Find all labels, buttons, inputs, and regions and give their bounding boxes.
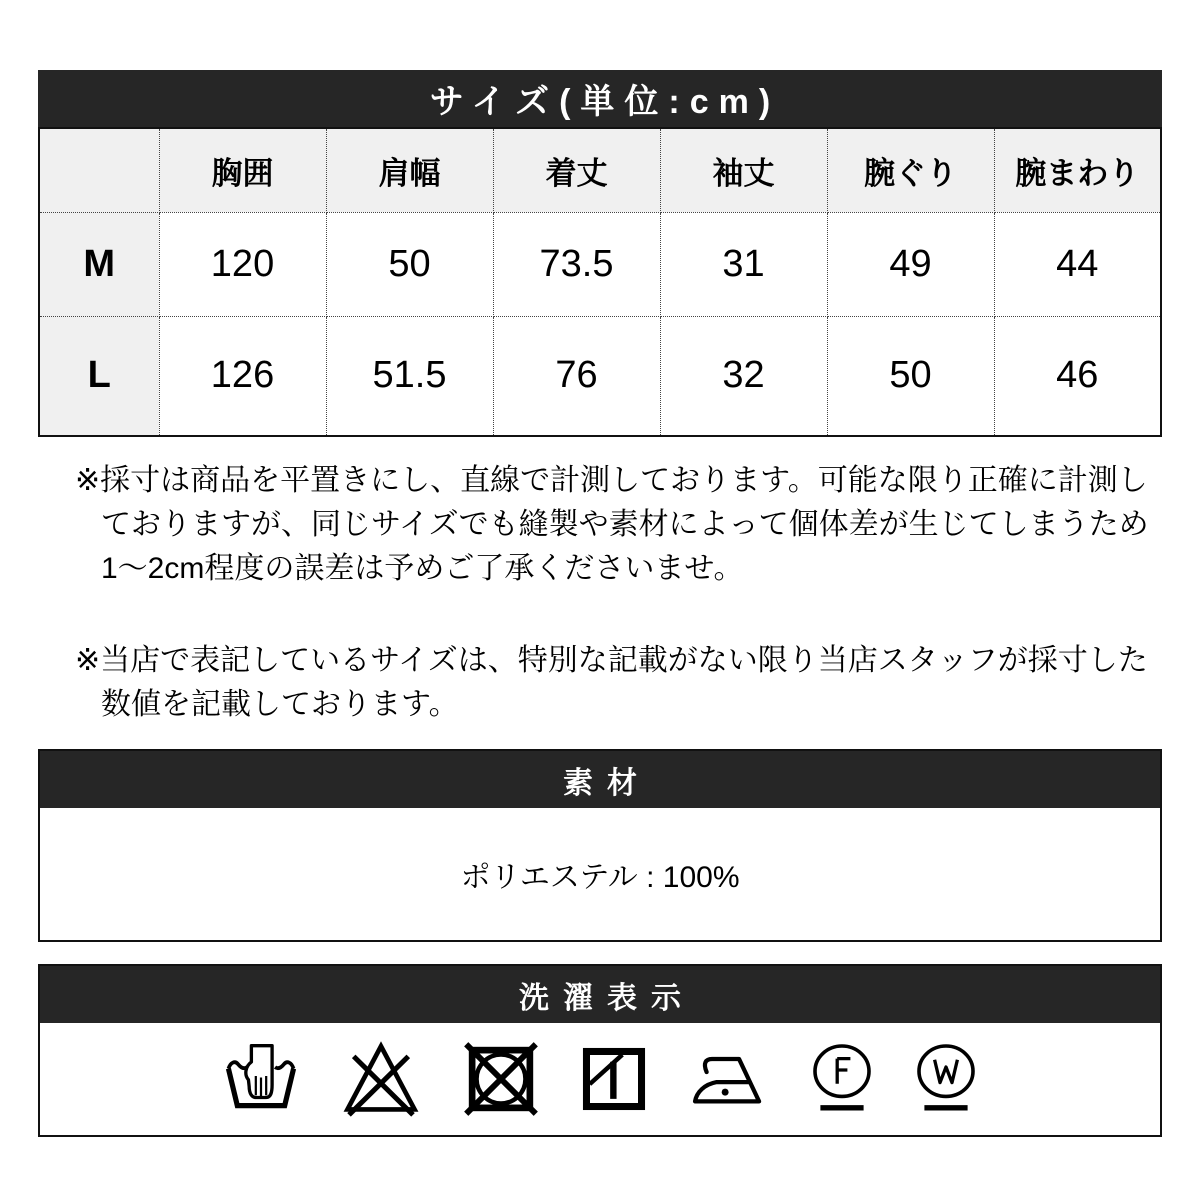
note-line: ※当店で表記しているサイズは、特別な記載がない限り当店スタッフが採寸した xyxy=(75,644,1148,677)
col-header-chest: 胸囲 xyxy=(159,128,326,212)
cell-l-armhole: 50 xyxy=(827,316,994,436)
material-content: ポリエステル : 100% xyxy=(40,808,1160,940)
do-not-bleach-icon xyxy=(342,1039,420,1119)
hand-wash-icon xyxy=(224,1040,298,1118)
cell-m-arm-width: 44 xyxy=(994,212,1161,316)
col-header-sleeve: 袖丈 xyxy=(660,128,827,212)
professional-dry-clean-F-gentle-icon xyxy=(812,1043,872,1115)
hang-dry-in-shade-icon xyxy=(582,1046,646,1112)
note-line: 数値を記載しております。 xyxy=(101,688,459,721)
cell-l-length: 76 xyxy=(493,316,660,436)
cell-l-chest: 126 xyxy=(159,316,326,436)
laundry-title: 洗濯表示 xyxy=(519,981,695,1015)
cell-m-armhole: 49 xyxy=(827,212,994,316)
material-section xyxy=(38,749,1162,942)
col-header-length: 着丈 xyxy=(493,128,660,212)
size-table xyxy=(38,127,1162,437)
note-line: 1〜2cm程度の誤差は予めご了承くださいませ。 xyxy=(101,552,744,585)
cell-m-chest: 120 xyxy=(159,212,326,316)
labeling-note xyxy=(75,639,1162,727)
cell-l-shoulder: 51.5 xyxy=(326,316,493,436)
laundry-section xyxy=(38,964,1162,1137)
professional-wet-clean-W-gentle-icon xyxy=(916,1043,976,1115)
table-row-l xyxy=(39,316,1161,436)
cell-l-sleeve: 32 xyxy=(660,316,827,436)
note-line: ※採寸は商品を平置きにし、直線で計測しております。可能な限り正確に計測し xyxy=(75,464,1148,497)
size-label-m: M xyxy=(39,212,159,316)
col-header-arm-width: 腕まわり xyxy=(994,128,1161,212)
cell-m-length: 73.5 xyxy=(493,212,660,316)
do-not-tumble-dry-icon xyxy=(464,1041,538,1117)
size-table-header-row xyxy=(39,128,1161,212)
size-section xyxy=(38,0,1162,437)
table-row-m xyxy=(39,212,1161,316)
size-title: サイズ(単位:cm) xyxy=(429,83,781,121)
size-title-bar xyxy=(38,70,1162,127)
col-header-armhole: 腕ぐり xyxy=(827,128,994,212)
material-title: 素材 xyxy=(563,766,651,800)
laundry-title-bar xyxy=(40,966,1160,1023)
iron-low-heat-icon xyxy=(690,1052,768,1106)
note-line: ておりますが、同じサイズでも縫製や素材によって個体差が生じてしまうため xyxy=(101,508,1149,541)
measurement-note xyxy=(75,459,1162,591)
laundry-icons-row xyxy=(40,1023,1160,1135)
cell-m-sleeve: 31 xyxy=(660,212,827,316)
cell-m-shoulder: 50 xyxy=(326,212,493,316)
col-header-shoulder: 肩幅 xyxy=(326,128,493,212)
size-label-l: L xyxy=(39,316,159,436)
material-title-bar xyxy=(40,751,1160,808)
cell-l-arm-width: 46 xyxy=(994,316,1161,436)
corner-cell xyxy=(39,128,159,212)
notes-section xyxy=(75,459,1162,727)
